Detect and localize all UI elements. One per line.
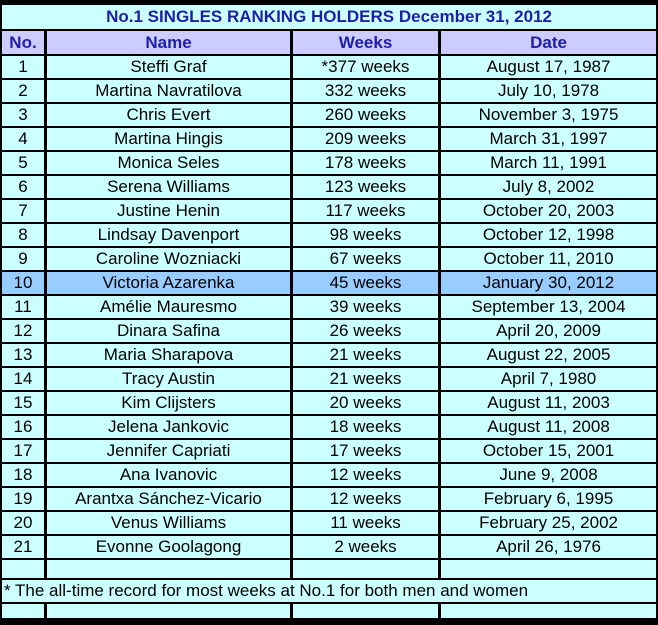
cell-date[interactable]: April 7, 1980 [438, 368, 656, 390]
header-no[interactable]: No. [2, 31, 44, 54]
cell-name[interactable]: Tracy Austin [44, 368, 290, 390]
cell-weeks[interactable]: *377 weeks [290, 56, 438, 78]
table-row [2, 344, 656, 366]
cell-weeks[interactable]: 117 weeks [290, 200, 438, 222]
cell-date[interactable]: March 31, 1997 [438, 128, 656, 150]
table-row [2, 272, 656, 294]
cell-no[interactable]: 11 [2, 296, 44, 318]
cell-no[interactable]: 18 [2, 464, 44, 486]
table-row [2, 392, 656, 414]
header-name[interactable]: Name [44, 31, 290, 54]
cell-name[interactable]: Evonne Goolagong [44, 536, 290, 558]
ranking-table [2, 3, 656, 620]
blank-cell[interactable] [44, 560, 290, 578]
cell-name[interactable]: Lindsay Davenport [44, 224, 290, 246]
cell-name[interactable]: Maria Sharapova [44, 344, 290, 366]
cell-date[interactable]: July 8, 2002 [438, 176, 656, 198]
cell-no[interactable]: 9 [2, 248, 44, 270]
table-row [2, 80, 656, 102]
cell-name[interactable]: Victoria Azarenka [44, 272, 290, 294]
blank-cell[interactable] [290, 560, 438, 578]
cell-no[interactable]: 5 [2, 152, 44, 174]
table-body [2, 56, 656, 558]
cell-date[interactable]: March 11, 1991 [438, 152, 656, 174]
header-date[interactable]: Date [438, 31, 656, 54]
cell-date[interactable]: October 12, 1998 [438, 224, 656, 246]
blank-cell[interactable] [2, 604, 44, 618]
table-row [2, 368, 656, 390]
cell-no[interactable]: 20 [2, 512, 44, 534]
cell-name[interactable]: Jelena Jankovic [44, 416, 290, 438]
cell-weeks[interactable]: 11 weeks [290, 512, 438, 534]
table-row [2, 416, 656, 438]
cell-name[interactable]: Chris Evert [44, 104, 290, 126]
blank-cell[interactable] [44, 604, 290, 618]
title-row [2, 5, 656, 29]
cell-no[interactable]: 10 [2, 272, 44, 294]
cell-weeks[interactable]: 123 weeks [290, 176, 438, 198]
table-row [2, 56, 656, 78]
cell-weeks[interactable]: 67 weeks [290, 248, 438, 270]
cell-weeks[interactable]: 21 weeks [290, 368, 438, 390]
cell-no[interactable]: 1 [2, 56, 44, 78]
cell-weeks[interactable]: 2 weeks [290, 536, 438, 558]
cell-no[interactable]: 16 [2, 416, 44, 438]
cell-date[interactable]: October 11, 2010 [438, 248, 656, 270]
cell-date[interactable]: April 20, 2009 [438, 320, 656, 342]
cell-date[interactable]: April 26, 1976 [438, 536, 656, 558]
blank-cell[interactable] [438, 604, 656, 618]
cell-name[interactable]: Arantxa Sánchez-Vicario [44, 488, 290, 510]
cell-date[interactable]: February 25, 2002 [438, 512, 656, 534]
cell-date[interactable]: August 22, 2005 [438, 344, 656, 366]
table-row [2, 464, 656, 486]
cell-name[interactable]: Kim Clijsters [44, 392, 290, 414]
cell-name[interactable]: Jennifer Capriati [44, 440, 290, 462]
footnote-row [2, 580, 656, 602]
cell-weeks[interactable]: 209 weeks [290, 128, 438, 150]
cell-weeks[interactable]: 12 weeks [290, 464, 438, 486]
end-row [2, 604, 656, 618]
cell-weeks[interactable]: 26 weeks [290, 320, 438, 342]
cell-weeks[interactable]: 260 weeks [290, 104, 438, 126]
blank-row [2, 560, 656, 578]
cell-name[interactable]: Steffi Graf [44, 56, 290, 78]
blank-cell[interactable] [2, 560, 44, 578]
table-row [2, 536, 656, 558]
cell-name[interactable]: Venus Williams [44, 512, 290, 534]
cell-no[interactable]: 3 [2, 104, 44, 126]
cell-no[interactable]: 15 [2, 392, 44, 414]
cell-no[interactable]: 13 [2, 344, 44, 366]
cell-weeks[interactable]: 18 weeks [290, 416, 438, 438]
cell-no[interactable]: 8 [2, 224, 44, 246]
cell-weeks[interactable]: 12 weeks [290, 488, 438, 510]
cell-weeks[interactable]: 98 weeks [290, 224, 438, 246]
cell-date[interactable]: July 10, 1978 [438, 80, 656, 102]
cell-no[interactable]: 21 [2, 536, 44, 558]
blank-cell[interactable] [438, 560, 656, 578]
cell-date[interactable]: August 11, 2003 [438, 392, 656, 414]
cell-no[interactable]: 19 [2, 488, 44, 510]
cell-no[interactable]: 12 [2, 320, 44, 342]
cell-date[interactable]: June 9, 2008 [438, 464, 656, 486]
cell-name[interactable]: Monica Seles [44, 152, 290, 174]
footnote: * The all-time record for most weeks at No.1 for both men and women [2, 580, 656, 602]
table-row [2, 200, 656, 222]
table-row [2, 296, 656, 318]
cell-weeks[interactable]: 20 weeks [290, 392, 438, 414]
table-row [2, 512, 656, 534]
table-row [2, 224, 656, 246]
table-row [2, 440, 656, 462]
cell-date[interactable]: February 6, 1995 [438, 488, 656, 510]
table-row [2, 152, 656, 174]
cell-date[interactable]: November 3, 1975 [438, 104, 656, 126]
cell-no[interactable]: 6 [2, 176, 44, 198]
table-row [2, 248, 656, 270]
header-weeks[interactable]: Weeks [290, 31, 438, 54]
cell-date[interactable]: January 30, 2012 [438, 272, 656, 294]
cell-name[interactable]: Martina Navratilova [44, 80, 290, 102]
blank-cell[interactable] [290, 604, 438, 618]
cell-no[interactable]: 4 [2, 128, 44, 150]
table-row [2, 104, 656, 126]
cell-name[interactable]: Amélie Mauresmo [44, 296, 290, 318]
cell-date[interactable]: October 20, 2003 [438, 200, 656, 222]
table-row [2, 488, 656, 510]
cell-no[interactable]: 2 [2, 80, 44, 102]
cell-date[interactable]: October 15, 2001 [438, 440, 656, 462]
cell-no[interactable]: 14 [2, 368, 44, 390]
table-row [2, 176, 656, 198]
cell-name[interactable]: Ana Ivanovic [44, 464, 290, 486]
cell-name[interactable]: Dinara Safina [44, 320, 290, 342]
cell-no[interactable]: 7 [2, 200, 44, 222]
cell-date[interactable]: August 11, 2008 [438, 416, 656, 438]
cell-name[interactable]: Serena Williams [44, 176, 290, 198]
cell-name[interactable]: Justine Henin [44, 200, 290, 222]
table-title: No.1 SINGLES RANKING HOLDERS December 31, 2012 [2, 5, 656, 29]
cell-weeks[interactable]: 178 weeks [290, 152, 438, 174]
cell-date[interactable]: August 17, 1987 [438, 56, 656, 78]
table-row [2, 320, 656, 342]
cell-name[interactable]: Caroline Wozniacki [44, 248, 290, 270]
cell-weeks[interactable]: 21 weeks [290, 344, 438, 366]
cell-weeks[interactable]: 17 weeks [290, 440, 438, 462]
cell-weeks[interactable]: 39 weeks [290, 296, 438, 318]
cell-name[interactable]: Martina Hingis [44, 128, 290, 150]
cell-no[interactable]: 17 [2, 440, 44, 462]
header-row [2, 31, 656, 54]
cell-weeks[interactable]: 45 weeks [290, 272, 438, 294]
cell-date[interactable]: September 13, 2004 [438, 296, 656, 318]
cell-weeks[interactable]: 332 weeks [290, 80, 438, 102]
table-row [2, 128, 656, 150]
